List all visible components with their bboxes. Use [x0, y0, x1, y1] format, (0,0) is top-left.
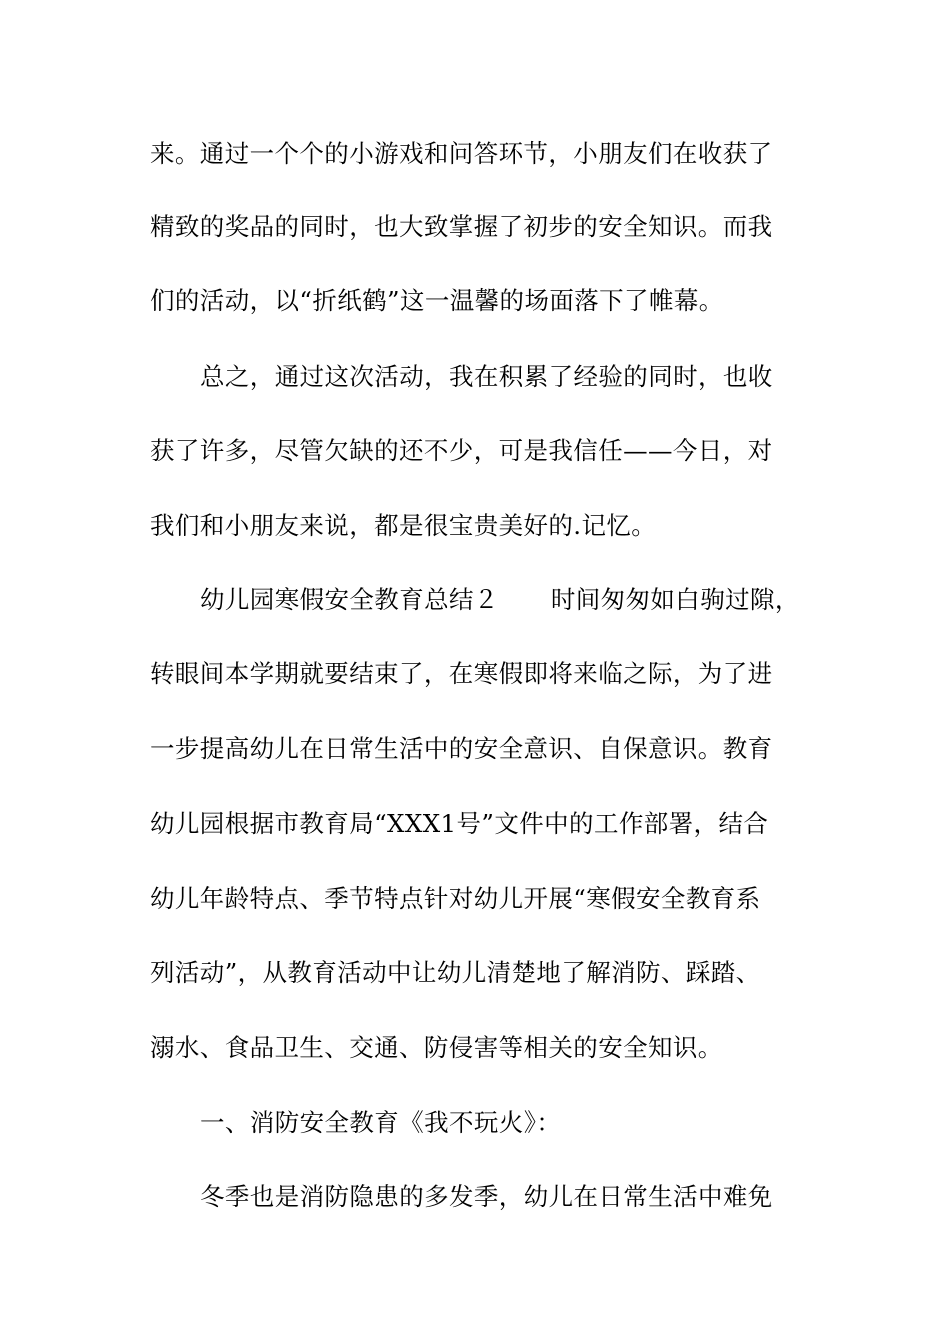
text-line-8: 转眼间本学期就要结束了，在寒假即将来临之际，为了进	[150, 659, 773, 688]
section-title: 幼儿园寒假安全教育总结２	[200, 585, 499, 614]
text-line-13: 溺水、食品卫生、交通、防侵害等相关的安全知识。	[150, 1033, 723, 1062]
text-line-9: 一步提高幼儿在日常生活中的安全意识、自保意识。教育	[150, 734, 773, 763]
section-opening-text: 时间匆匆如白驹过隙，	[550, 585, 800, 614]
section-heading-line	[200, 584, 810, 616]
text-line-4: 总之，通过这次活动，我在积累了经验的同时，也收	[200, 362, 773, 391]
text-line-6: 我们和小朋友来说，都是很宝贵美好的.记忆。	[150, 511, 657, 540]
text-line-2: 精致的奖品的同时，也大致掌握了初步的安全知识。而我	[150, 212, 773, 241]
text-line-11: 幼儿年龄特点、季节特点针对幼儿开展“寒假安全教育系	[150, 884, 761, 913]
text-line-5: 获了许多，尽管欠缺的还不少，可是我信任——今日，对	[150, 436, 773, 465]
text-line-10: 幼儿园根据市教育局“XXX1号”文件中的工作部署，结合	[150, 809, 769, 838]
text-line-12: 列活动”，从教育活动中让幼儿清楚地了解消防、踩踏、	[150, 958, 761, 987]
text-line-1: 来。通过一个个的小游戏和问答环节，小朋友们在收获了	[150, 139, 773, 168]
text-line-15: 冬季也是消防隐患的多发季，幼儿在日常生活中难免	[200, 1182, 773, 1211]
text-line-3: 们的活动，以“折纸鹤”这一温馨的场面落下了帷幕。	[150, 286, 724, 315]
subheading-fire-safety: 一、消防安全教育《我不玩火》：	[200, 1108, 562, 1137]
